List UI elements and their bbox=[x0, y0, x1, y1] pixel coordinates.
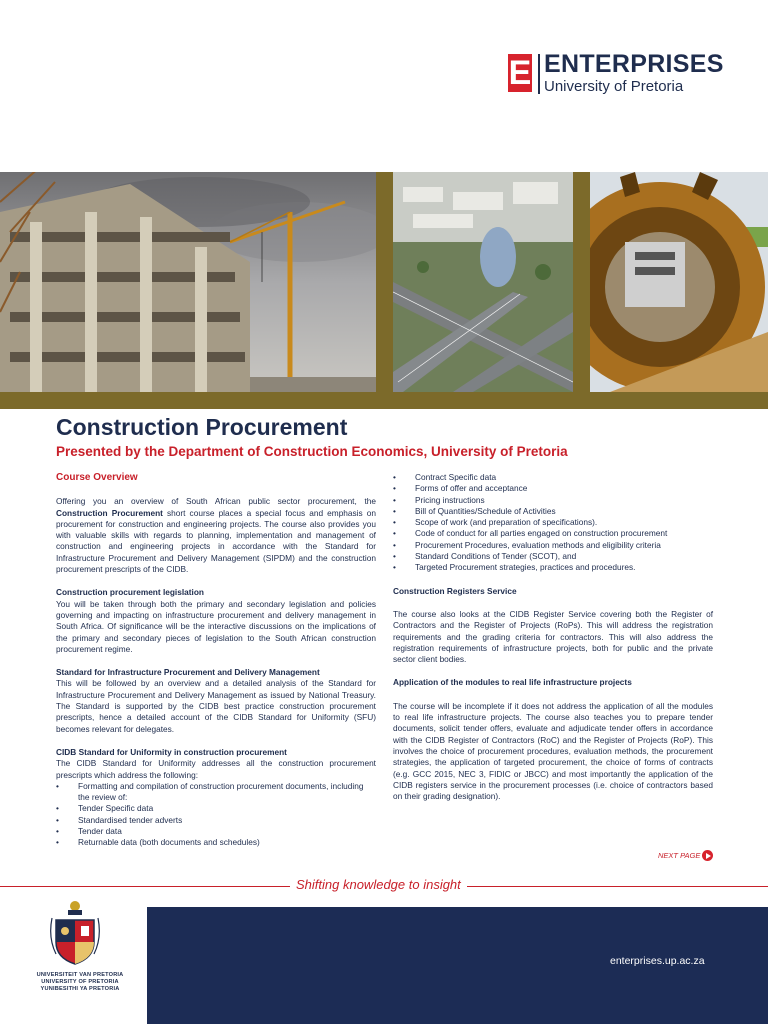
list-item: • Scope of work (and preparation of specifications). bbox=[415, 517, 713, 528]
list-item: • Procurement Procedures, evaluation methods and eligibility criteria bbox=[415, 540, 713, 551]
university-name-line: UNIVERSITY OF PRETORIA bbox=[41, 979, 119, 986]
sfu-text: The CIDB Standard for Uniformity addresses all the construction procurement prescripts which address the following: bbox=[56, 758, 376, 780]
application-text: The course will be incomplete if it does not address the application of all the modules to real life infrastructure projects. The course also teaches you to prepare tender documents, solicit tender offers, evaluate and adjudicate tender offers in accordance with the CIDB Register of Contractors (RoC) and the Register of Projects (RoP). This involves the choice of procurement procedures, evaluation methods, the procurement strategies, the application of targeted procurement, the choice of forms of contracts (e.g. GCC 2015, NEC 3, FIDIC or JBCC) and most importantly the application of the CIDB registers service in the procurement processes (i.e. choice of contractors based on their grading designation). bbox=[393, 700, 713, 802]
list-item: • Forms of offer and acceptance bbox=[415, 483, 713, 494]
spacer bbox=[393, 574, 713, 586]
list-item: • Contract Specific data bbox=[415, 472, 713, 483]
sipdm-text: This will be followed by an overview and a detailed analysis of the Standard for Infrastructure Procurement and Delivery Management as issued by National Treasury. The Standard is supported by the CIDB best practice construction procurement prescripts, hence a detailed account of the CIDB Standard for Uniformity (SFU) becomes relevant for delegates. bbox=[56, 678, 376, 734]
left-column bbox=[56, 472, 376, 849]
list-item: • Formatting and compilation of construction procurement documents, including the review of: bbox=[78, 781, 376, 804]
photo-strip bbox=[0, 172, 768, 392]
right-column bbox=[393, 472, 713, 814]
logo-subtitle: University of Pretoria bbox=[544, 78, 684, 95]
logo-divider bbox=[538, 54, 540, 94]
gold-divider-bar bbox=[0, 392, 768, 409]
application-heading: Application of the modules to real life infrastructure projects bbox=[393, 677, 632, 688]
list-item: • Tender data bbox=[78, 826, 376, 837]
list-item: • Standard Conditions of Tender (SCOT), and bbox=[415, 551, 713, 562]
overview-course-name: Construction Procurement bbox=[56, 507, 163, 518]
registers-text: The course also looks at the CIDB Register Service covering both the Register of Contractors and the Register of Projects (RoPs). This will address the registration requirements and the grading criteria for contractors. This will also address the registration requirements of infrastructure projects, both for public and the private sector client bodies. bbox=[393, 608, 713, 665]
construction-site-photo bbox=[0, 172, 376, 392]
aerial-highway-photo bbox=[393, 172, 573, 392]
logo-name: ENTERPRISES bbox=[544, 50, 724, 78]
list-item: • Returnable data (both documents and schedules) bbox=[78, 837, 376, 848]
legislation-heading: Construction procurement legislation bbox=[56, 587, 204, 598]
page-title: Construction Procurement bbox=[56, 414, 348, 440]
overview-text-end: short course places a special focus and emphasis on procurement for construction and engineering projects. The course also provides you with valuable skills with regards to planning, implementation and management of construction and engineering projects in accordance with the Standard for Infrastructure Procurement and Delivery Management (SIPDM) and the construction procurement prescripts of the CIDB. bbox=[56, 507, 377, 575]
sfu-heading: CIDB Standard for Uniformity in construction procurement bbox=[56, 746, 287, 757]
page-subtitle: Presented by the Department of Construction Economics, University of Pretoria bbox=[56, 444, 568, 459]
sipdm-heading: Standard for Infrastructure Procurement and Delivery Management bbox=[56, 667, 320, 678]
logo-letter-e: E bbox=[508, 54, 532, 92]
list-item: • Bill of Quantities/Schedule of Activities bbox=[415, 506, 713, 517]
tagline: Shifting knowledge to insight bbox=[290, 877, 467, 892]
course-overview-text bbox=[56, 496, 376, 575]
next-page-link[interactable]: NEXT PAGE bbox=[658, 851, 701, 860]
website-link[interactable]: enterprises.up.ac.za bbox=[610, 955, 705, 967]
university-name-line: YUNIBESITHI YA PRETORIA bbox=[40, 986, 120, 993]
list-item: • Code of conduct for all parties engaged on construction procurement bbox=[415, 528, 713, 539]
overview-text-start: Offering you an overview of South African public sector procurement, the bbox=[56, 496, 376, 507]
university-crest-icon bbox=[50, 898, 100, 968]
sfu-list-left bbox=[56, 781, 376, 849]
list-item: • Targeted Procurement strategies, practices and procedures. bbox=[415, 562, 713, 573]
sfu-list-right bbox=[393, 472, 713, 574]
mining-excavator-photo bbox=[590, 172, 768, 392]
university-name-line: UNIVERSITEIT VAN PRETORIA bbox=[36, 972, 124, 978]
course-overview-heading: Course Overview bbox=[56, 472, 138, 483]
list-item: • Standardised tender adverts bbox=[78, 815, 376, 826]
registers-heading: Construction Registers Service bbox=[393, 585, 517, 596]
legislation-text: You will be taken through both the primary and secondary legislation and policies governing and impacting on infrastructure procurement and delivery management in South Africa. Of significance will be the interactive discussions on the implications of the primary and secondary pieces of legislation to the South African construction procurement regime. bbox=[56, 598, 376, 654]
list-item: • Tender Specific data bbox=[78, 803, 376, 814]
university-name bbox=[30, 972, 130, 994]
next-arrow-icon[interactable] bbox=[702, 850, 713, 861]
list-item: • Pricing instructions bbox=[415, 495, 713, 506]
